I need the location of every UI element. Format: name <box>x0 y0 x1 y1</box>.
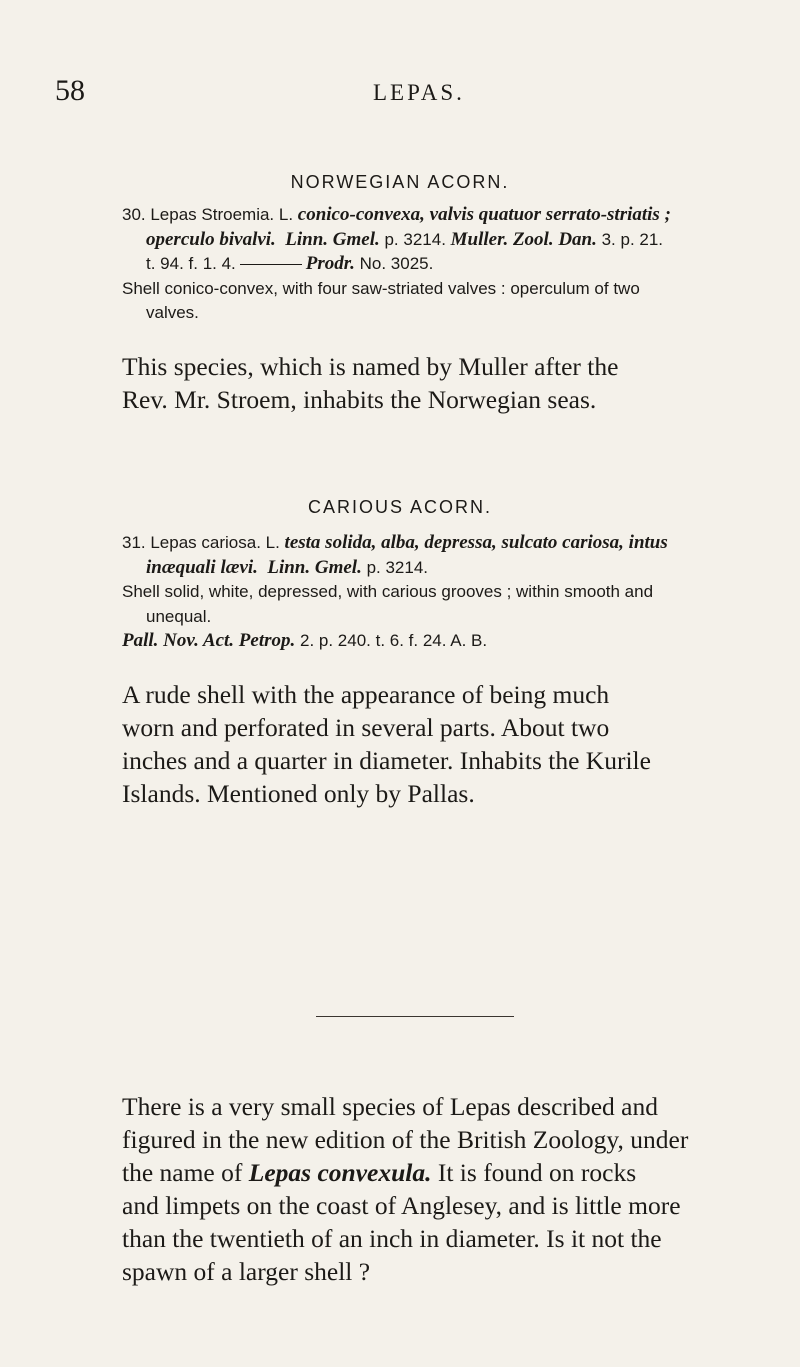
ditto-dash <box>240 264 302 265</box>
description-paragraph <box>122 678 772 810</box>
section-heading-carious-acorn: CARIOUS ACORN. <box>307 497 493 517</box>
paragraph-line: inches and a quarter in diameter. Inhabits the Kurile <box>122 746 651 775</box>
entry-line: 31. Lepas cariosa. L. testa solida, alba, depressa, sulcato cariosa, intus <box>122 532 668 553</box>
paragraph-line: the name of Lepas convexula. It is found on rocks <box>122 1158 637 1187</box>
species-entry-30 <box>122 203 762 326</box>
entry-line: 30. Lepas Stroemia. L. conico-convexa, valvis quatuor serrato-striatis ; <box>122 204 671 225</box>
entry-line: t. 94. f. 1. 4. Prodr. No. 3025. <box>146 253 434 274</box>
paragraph-line: This species, which is named by Muller after the <box>122 352 619 381</box>
entry-line: Pall. Nov. Act. Petrop. 2. p. 240. t. 6. f. 24. A. B. <box>122 630 488 651</box>
entry-line: valves. <box>146 303 199 322</box>
page-number: 58 <box>55 74 85 107</box>
entry-line: inæquali lævi. Linn. Gmel. p. 3214. <box>146 556 429 578</box>
description-paragraph <box>122 350 772 416</box>
paragraph-line: than the twentieth of an inch in diameter. Is it not the <box>122 1224 662 1253</box>
page-header <box>55 74 740 114</box>
paragraph-line: There is a very small species of Lepas described and <box>122 1092 658 1121</box>
entry-line: unequal. <box>146 606 212 626</box>
paragraph-line: spawn of a larger shell ? <box>122 1257 371 1286</box>
note-paragraph <box>122 1090 772 1288</box>
paragraph-line: Rev. Mr. Stroem, inhabits the Norwegian seas. <box>122 385 597 414</box>
entry-line: Shell solid, white, depressed, with carious grooves ; within smooth and <box>122 582 654 601</box>
species-entry-31 <box>122 531 762 654</box>
paragraph-line: and limpets on the coast of Anglesey, and is little more <box>122 1191 681 1220</box>
paragraph-line: Islands. Mentioned only by Pallas. <box>122 779 475 808</box>
section-divider <box>316 1016 514 1017</box>
section-heading-norwegian-acorn: NORWEGIAN ACORN. <box>290 172 510 192</box>
paragraph-line: figured in the new edition of the British Zoology, under <box>122 1125 689 1154</box>
entry-line: Shell conico-convex, with four saw-striated valves : operculum of two <box>122 278 640 298</box>
paragraph-line: worn and perforated in several parts. About two <box>122 713 610 742</box>
entry-line: operculo bivalvi. Linn. Gmel. p. 3214. Muller. Zool. Dan. 3. p. 21. <box>146 228 664 250</box>
running-title: LEPAS. <box>373 80 465 105</box>
paragraph-line: A rude shell with the appearance of being much <box>122 680 610 709</box>
